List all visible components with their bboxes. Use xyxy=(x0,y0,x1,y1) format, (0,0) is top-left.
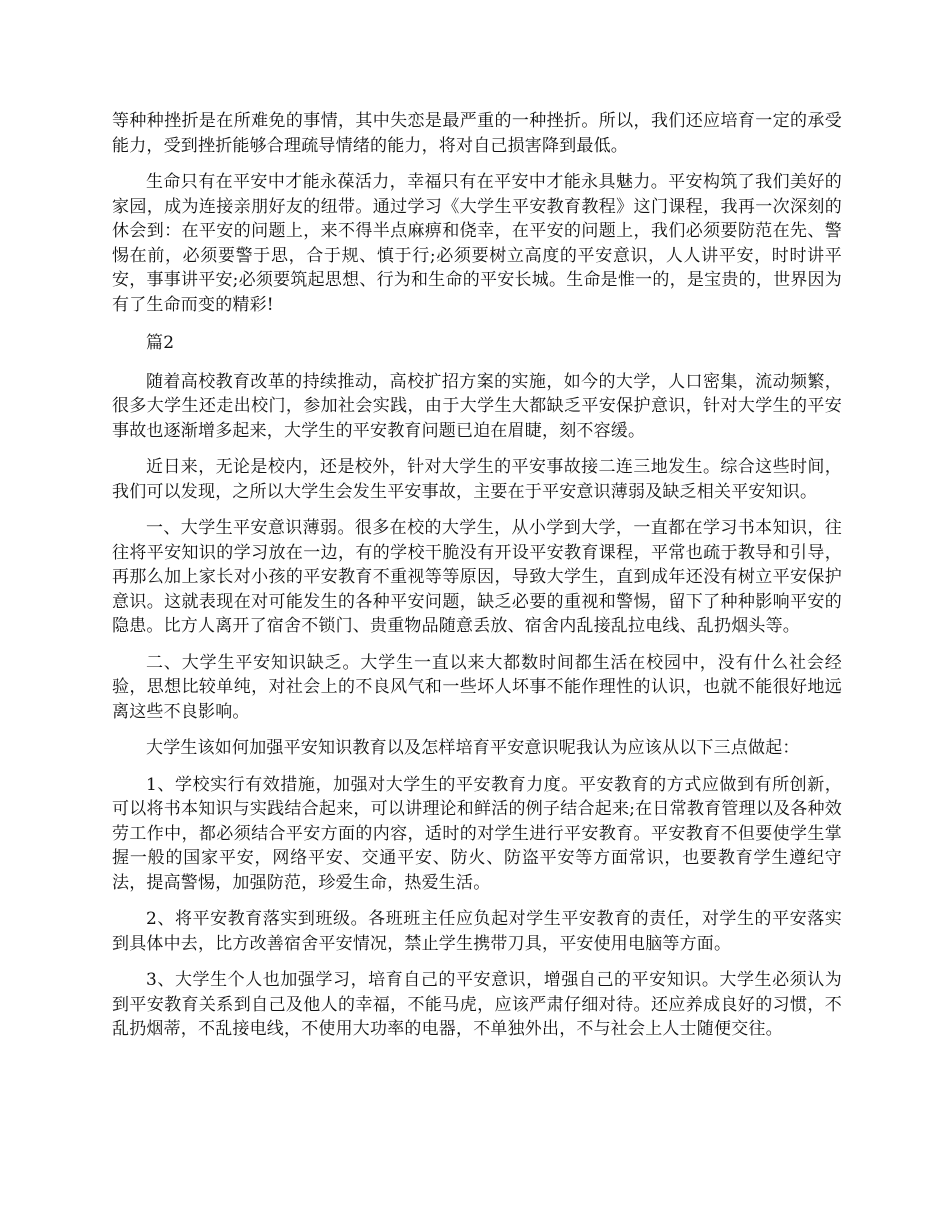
section-heading: 篇2 xyxy=(146,333,175,353)
list-item-3: 3、大学生个人也加强学习，培育自己的平安意识，增强自己的平安知识。大学生必须认为到平安教育关系到自己及他人的幸福，不能马虎，应该严肃仔细对待。还应养成良好的习惯，不乱扔烟蒂，不乱接电线，不使用大功率的电器，不单独外出，不与社会上人士随便交往。 xyxy=(112,970,842,1039)
document-page xyxy=(112,109,842,1054)
paragraph-continued: 等种种挫折是在所难免的事情，其中失恋是最严重的一种挫折。所以，我们还应培育一定的承受能力，受到挫折能够合理疏导情绪的能力，将对自己损害降到最低。 xyxy=(112,111,842,156)
paragraph: 二、大学生平安知识缺乏。大学生一直以来大都数时间都生活在校园中，没有什么社会经验，思想比较单纯，对社会上的不良风气和一些坏人坏事不能作理性的认识，也就不能很好地远离这些不良影响。 xyxy=(112,652,842,722)
paragraph: 生命只有在平安中才能永葆活力，幸福只有在平安中才能永具魅力。平安构筑了我们美好的家园，成为连接亲朋好友的纽带。通过学习《大学生平安教育教程》这门课程，我再一次深刻的休会到：在平安的问题上，来不得半点麻痹和侥幸，在平安的问题上，我们必须要防范在先、警惕在前，必须要警于思，合于规、慎于行;必须要树立高度的平安意识，人人讲平安，时时讲平安，事事讲平安;必须要筑起思想、行为和生命的平安长城。生命是惟一的，是宝贵的，世界因为有了生命而变的精彩! xyxy=(112,172,842,315)
paragraph: 随着高校教育改革的持续推动，高校扩招方案的实施，如今的大学，人口密集，流动频繁，很多大学生还走出校门，参加社会实践，由于大学生大都缺乏平安保护意识，针对大学生的平安事故也逐渐增多起来，大学生的平安教育问题已迫在眉睫，刻不容缓。 xyxy=(112,371,842,441)
list-item-2: 2、将平安教育落实到班级。各班班主任应负起对学生平安教育的责任，对学生的平安落实到具体中去，比方改善宿舍平安情况，禁止学生携带刀具，平安使用电脑等方面。 xyxy=(112,909,842,954)
list-item-1: 1、学校实行有效措施，加强对大学生的平安教育力度。平安教育的方式应做到有所创新，可以将书本知识与实践结合起来，可以讲理论和鲜活的例子结合起来;在日常教育管理以及各种效劳工作中，都必须结合平安方面的内容，适时的对学生进行平安教育。平安教育不但要使学生掌握一般的国家平安，网络平安、交通平安、防火、防盗平安等方面常识，也要教育学生遵纪守法，提高警惕，加强防范，珍爱生命，热爱生活。 xyxy=(112,774,842,893)
paragraph: 大学生该如何加强平安知识教育以及怎样培育平安意识呢我认为应该从以下三点做起： xyxy=(146,738,800,758)
paragraph: 近日来，无论是校内，还是校外，针对大学生的平安事故接二连三地发生。综合这些时间，我们可以发现，之所以大学生会发生平安事故，主要在于平安意识薄弱及缺乏相关平安知识。 xyxy=(112,457,842,502)
paragraph: 一、大学生平安意识薄弱。很多在校的大学生，从小学到大学，一直都在学习书本知识，往往将平安知识的学习放在一边，有的学校干脆没有开设平安教育课程，平常也疏于教导和引导，再那么加上家长对小孩的平安教育不重视等等原因，导致大学生，直到成年还没有树立平安保护意识。这就表现在对可能发生的各种平安问题，缺乏必要的重视和警惕，留下了种种影响平安的隐患。比方人离开了宿舍不锁门、贵重物品随意丢放、宿舍内乱接乱拉电线、乱扔烟头等。 xyxy=(112,518,842,636)
